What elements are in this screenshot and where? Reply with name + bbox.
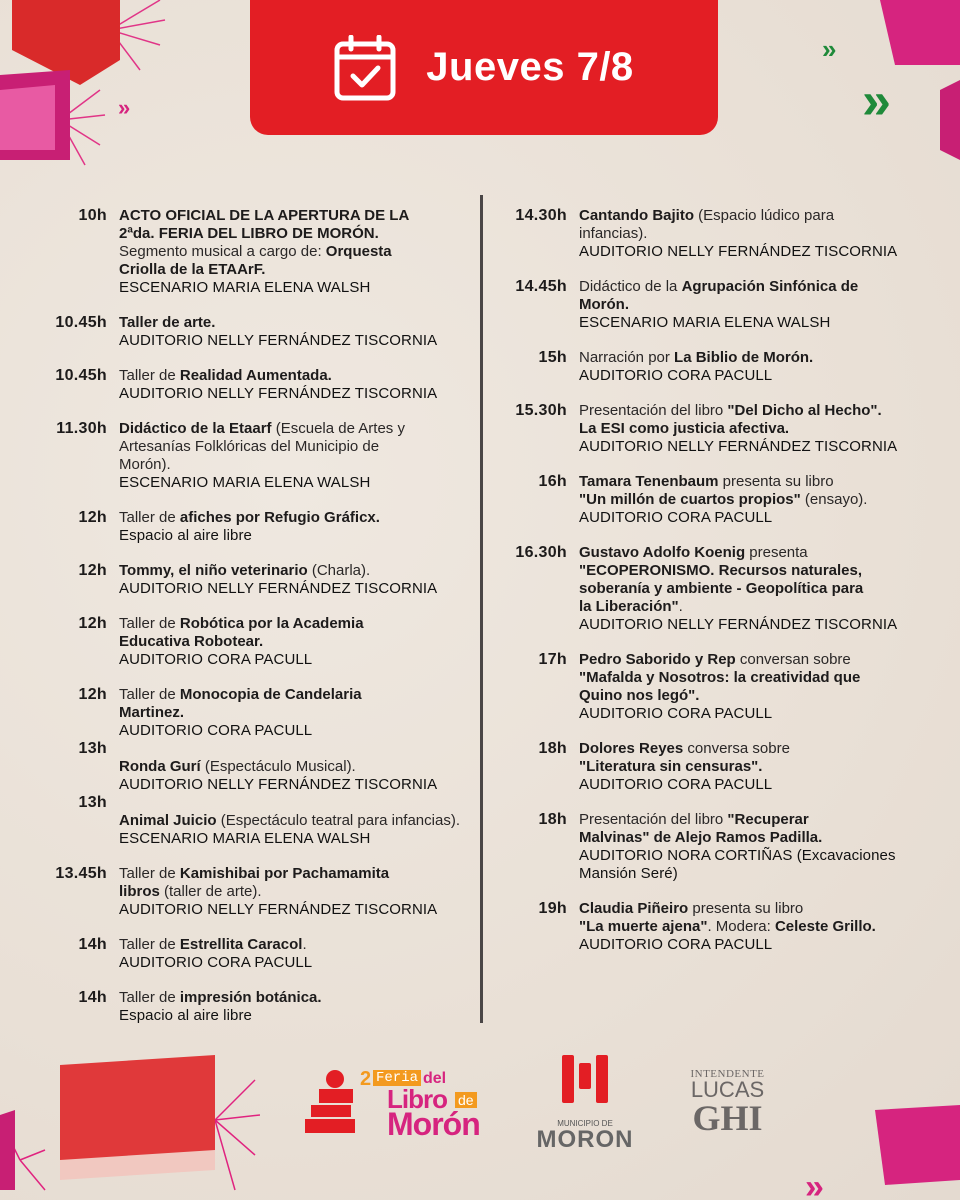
event-text: Taller de <box>119 989 180 1006</box>
schedule-event <box>30 794 475 848</box>
pink-chevrons-icon: » <box>805 1168 824 1200</box>
event-highlight: "Un millón de cuartos propios" <box>579 491 801 508</box>
event-line <box>119 527 380 545</box>
event-highlight: afiches por Refugio Gráficx. <box>179 509 380 526</box>
event-details <box>579 402 897 456</box>
event-text: (Espectáculo Musical). <box>200 758 356 775</box>
event-line <box>579 402 897 420</box>
event-time: 16.30h <box>515 544 567 561</box>
event-line <box>579 438 897 456</box>
logo-word-libro: Libro <box>387 1084 447 1114</box>
event-text: Morón). <box>119 456 171 473</box>
event-line <box>119 261 409 279</box>
event-highlight: soberanía y ambiente - Geopolítica para <box>579 580 864 597</box>
event-venue: Mansión Seré) <box>579 865 678 882</box>
event-line <box>119 562 437 580</box>
event-line <box>119 722 362 740</box>
event-line <box>579 669 860 687</box>
event-text: conversa sobre <box>683 740 790 757</box>
event-line <box>119 989 322 1007</box>
book-decoration-top-left <box>0 0 170 170</box>
feria-del-libro-logo <box>305 1062 490 1142</box>
municipio-moron-logo <box>530 1055 640 1152</box>
schedule-event <box>490 811 950 883</box>
event-line <box>119 633 364 651</box>
event-time: 18h <box>538 811 567 828</box>
event-text: (taller de arte). <box>159 883 262 900</box>
schedule-event <box>490 278 950 332</box>
schedule-event <box>30 314 475 350</box>
chevrons-icon: » <box>118 95 131 120</box>
event-venue: AUDITORIO NELLY FERNÁNDEZ TISCORNIA <box>579 243 898 260</box>
event-time: 12h <box>78 509 107 526</box>
event-highlight: Celeste Grillo. <box>774 918 876 935</box>
event-text: (Escuela de Artes y <box>271 420 405 437</box>
event-venue: AUDITORIO NELLY FERNÁNDEZ TISCORNIA <box>579 616 898 633</box>
day-header <box>250 0 718 135</box>
event-line <box>579 900 876 918</box>
event-line <box>119 704 362 722</box>
event-highlight: "Literatura sin censuras". <box>579 758 763 775</box>
event-line <box>119 865 437 883</box>
event-time: 18h <box>538 740 567 757</box>
intendente-label: INTENDENTE <box>690 1068 765 1080</box>
event-time: 12h <box>78 686 107 703</box>
event-venue: AUDITORIO NELLY FERNÁNDEZ TISCORNIA <box>579 438 898 455</box>
event-time: 14h <box>78 936 107 953</box>
event-line <box>579 918 876 936</box>
book-decoration-bottom-right <box>800 1090 960 1200</box>
event-line <box>119 314 437 332</box>
logo-word-del: del <box>423 1070 447 1087</box>
event-time: 14.45h <box>515 278 567 295</box>
event-text: infancias). <box>579 225 648 242</box>
event-line <box>119 243 409 261</box>
event-text: . Modera: <box>707 918 775 935</box>
event-highlight: Kamishibai por Pachamamita <box>179 865 390 882</box>
event-line <box>579 651 860 669</box>
event-line <box>119 225 409 243</box>
event-line <box>579 580 897 598</box>
event-venue: AUDITORIO NELLY FERNÁNDEZ TISCORNIA <box>119 332 438 349</box>
event-text: Taller de <box>119 367 180 384</box>
event-highlight: Morón. <box>579 296 629 313</box>
event-highlight: Tamara Tenenbaum <box>579 473 719 490</box>
event-venue: AUDITORIO CORA PACULL <box>579 705 773 722</box>
book-decoration-top-right <box>800 0 960 170</box>
schedule-event <box>30 420 475 492</box>
event-time: 13h <box>78 794 107 811</box>
logo-edition-number: 2 <box>360 1068 372 1090</box>
event-line <box>579 865 896 883</box>
event-line <box>119 651 364 669</box>
municipio-m-icon <box>560 1055 610 1105</box>
event-venue: AUDITORIO CORA PACULL <box>579 776 773 793</box>
event-time: 14.30h <box>515 207 567 224</box>
event-line <box>579 598 897 616</box>
green-chevrons-icon: » <box>862 72 891 130</box>
event-time: 17h <box>538 651 567 668</box>
schedule-column-left <box>30 207 475 1025</box>
schedule-event <box>30 207 475 297</box>
intendente-last-name: GHI <box>692 1098 763 1138</box>
event-highlight: La ESI como justicia afectiva. <box>579 420 790 437</box>
event-highlight: Martinez. <box>119 704 185 721</box>
event-highlight: Taller de arte. <box>119 314 216 331</box>
event-time: 14h <box>78 989 107 1006</box>
schedule-event <box>490 349 950 385</box>
event-text: (Espectáculo teatral para infancias). <box>216 812 460 829</box>
intendente-first-name: LUCAS <box>690 1077 765 1102</box>
event-details <box>119 812 475 848</box>
event-details <box>119 615 364 669</box>
event-highlight: la Liberación" <box>579 598 679 615</box>
event-venue: ESCENARIO MARIA ELENA WALSH <box>119 474 371 491</box>
event-details <box>119 367 437 403</box>
schedule-event <box>490 740 950 794</box>
event-line <box>119 580 437 598</box>
event-details <box>579 349 813 385</box>
event-text: Taller de <box>119 865 180 882</box>
event-details <box>119 314 437 350</box>
event-text: . <box>678 598 683 615</box>
event-text: presenta <box>745 544 808 561</box>
schedule-column-right <box>490 207 950 954</box>
event-text: Taller de <box>119 686 180 703</box>
event-time: 13h <box>78 740 107 757</box>
book-decoration-bottom-left <box>0 1040 260 1200</box>
event-venue: AUDITORIO NELLY FERNÁNDEZ TISCORNIA <box>119 901 438 918</box>
event-line <box>119 686 362 704</box>
schedule-event <box>490 651 950 723</box>
event-line <box>579 207 897 225</box>
event-line <box>119 367 437 385</box>
event-highlight: Estrellita Caracol <box>179 936 303 953</box>
event-time: 10.45h <box>55 367 107 384</box>
event-venue: AUDITORIO CORA PACULL <box>119 651 313 668</box>
green-chevrons-icon: » <box>822 34 837 64</box>
event-line <box>119 1007 322 1025</box>
event-line <box>579 296 858 314</box>
event-line <box>579 491 867 509</box>
event-line <box>579 420 897 438</box>
event-time: 15.30h <box>515 402 567 419</box>
event-time: 15h <box>538 349 567 366</box>
event-highlight: Ronda Gurí <box>119 758 201 775</box>
event-line <box>579 829 896 847</box>
event-line <box>579 687 860 705</box>
logo-word-de: de <box>455 1092 477 1108</box>
event-details <box>579 811 896 883</box>
event-text: Didáctico de la <box>579 278 682 295</box>
event-text: Narración por <box>579 349 675 366</box>
event-text: Taller de <box>119 615 180 632</box>
schedule-event <box>30 740 475 794</box>
event-details <box>119 989 322 1025</box>
schedule-event <box>30 562 475 598</box>
event-highlight: Agrupación Sinfónica de <box>681 278 859 295</box>
event-venue: AUDITORIO NELLY FERNÁNDEZ TISCORNIA <box>119 385 438 402</box>
schedule-event <box>30 509 475 545</box>
event-line <box>579 562 897 580</box>
schedule-event <box>490 473 950 527</box>
event-line <box>119 207 409 225</box>
event-venue: AUDITORIO CORA PACULL <box>579 367 773 384</box>
event-line <box>579 349 813 367</box>
event-time: 10.45h <box>55 314 107 331</box>
event-details <box>119 420 405 492</box>
event-line <box>119 758 475 776</box>
event-line <box>119 936 312 954</box>
event-details <box>579 207 897 261</box>
event-line <box>119 830 475 848</box>
event-text: . <box>302 936 307 953</box>
event-line <box>119 615 364 633</box>
event-highlight: Dolores Reyes <box>579 740 684 757</box>
event-line <box>579 278 858 296</box>
event-highlight: Robótica por la Academia <box>179 615 364 632</box>
event-line <box>579 758 790 776</box>
event-time: 12h <box>78 615 107 632</box>
event-line <box>119 332 437 350</box>
event-time: 10h <box>78 207 107 224</box>
event-text: Segmento musical a cargo de: <box>119 243 326 260</box>
event-venue: ESCENARIO MARIA ELENA WALSH <box>119 279 371 296</box>
event-line <box>579 740 790 758</box>
calendar-check-icon <box>334 35 396 101</box>
event-text: conversan sobre <box>735 651 851 668</box>
event-highlight: La Biblio de Morón. <box>674 349 814 366</box>
event-highlight: Didáctico de la Etaarf <box>119 420 272 437</box>
event-details <box>119 936 312 972</box>
event-highlight: "ECOPERONISMO. Recursos naturales, <box>579 562 863 579</box>
schedule-event <box>490 402 950 456</box>
event-venue: Espacio al aire libre <box>119 527 252 544</box>
event-venue: AUDITORIO NORA CORTIÑAS (Excavaciones <box>579 847 896 864</box>
event-line <box>579 225 897 243</box>
event-line <box>579 544 897 562</box>
event-text: presenta su libro <box>718 473 834 490</box>
event-details <box>579 278 858 332</box>
municipio-name: MORON <box>536 1126 634 1153</box>
event-venue: ESCENARIO MARIA ELENA WALSH <box>119 830 371 847</box>
day-title: Jueves 7/8 <box>426 45 634 89</box>
event-venue: AUDITORIO CORA PACULL <box>119 954 313 971</box>
schedule-event <box>30 989 475 1025</box>
event-details <box>119 758 475 794</box>
column-divider <box>480 195 483 1023</box>
event-highlight: Orquesta <box>325 243 392 260</box>
event-line <box>119 474 405 492</box>
event-highlight: Cantando Bajito <box>579 207 694 224</box>
event-line <box>119 279 409 297</box>
event-highlight: "Del Dicho al Hecho". <box>727 402 882 419</box>
event-venue: Espacio al aire libre <box>119 1007 252 1024</box>
event-highlight: ACTO OFICIAL DE LA APERTURA DE LA <box>119 207 410 224</box>
event-highlight: Educativa Robotear. <box>119 633 264 650</box>
logo-word-moron: Morón <box>387 1106 480 1142</box>
event-highlight: impresión botánica. <box>179 989 322 1006</box>
municipio-label: MUNICIPIO DE <box>557 1119 613 1128</box>
schedule-event <box>490 900 950 954</box>
schedule-event <box>490 207 950 261</box>
schedule-event <box>30 615 475 669</box>
event-line <box>119 420 405 438</box>
event-highlight: Gustavo Adolfo Koenig <box>579 544 746 561</box>
event-venue: AUDITORIO CORA PACULL <box>579 509 773 526</box>
event-line <box>119 954 312 972</box>
event-venue: ESCENARIO MARIA ELENA WALSH <box>579 314 831 331</box>
event-details <box>119 509 380 545</box>
event-line <box>579 509 867 527</box>
event-line <box>579 314 858 332</box>
event-text: Presentación del libro <box>579 811 728 828</box>
event-line <box>119 812 475 830</box>
event-details <box>119 562 437 598</box>
event-details <box>119 865 437 919</box>
logo-word-feria: Feria <box>373 1070 421 1086</box>
event-details <box>119 207 409 297</box>
event-details <box>579 900 876 954</box>
event-venue: AUDITORIO CORA PACULL <box>119 722 313 739</box>
event-line <box>119 883 437 901</box>
event-highlight: Quino nos legó". <box>579 687 700 704</box>
event-highlight: "Recuperar <box>727 811 809 828</box>
event-details <box>579 544 897 634</box>
event-line <box>119 509 380 527</box>
event-line <box>119 385 437 403</box>
event-line <box>579 776 790 794</box>
event-time: 19h <box>538 900 567 917</box>
event-time: 13.45h <box>55 865 107 882</box>
event-highlight: Malvinas" de Alejo Ramos Padilla. <box>579 829 823 846</box>
event-line <box>579 847 896 865</box>
event-highlight: Animal Juicio <box>119 812 217 829</box>
event-line <box>579 936 876 954</box>
event-text: Taller de <box>119 509 180 526</box>
event-time: 11.30h <box>56 420 107 437</box>
event-time: 12h <box>78 562 107 579</box>
event-line <box>119 776 475 794</box>
event-details <box>579 740 790 794</box>
intendente-logo <box>680 1068 775 1136</box>
event-highlight: "Mafalda y Nosotros: la creatividad que <box>579 669 861 686</box>
book-reader-logo-icon <box>305 1067 360 1137</box>
event-line <box>579 705 860 723</box>
event-text: Presentación del libro <box>579 402 728 419</box>
event-venue: AUDITORIO NELLY FERNÁNDEZ TISCORNIA <box>119 776 438 793</box>
event-time: 16h <box>538 473 567 490</box>
event-line <box>119 438 405 456</box>
event-line <box>119 901 437 919</box>
schedule-event <box>30 865 475 919</box>
event-text: Taller de <box>119 936 180 953</box>
schedule-event <box>30 686 475 740</box>
event-line <box>119 456 405 474</box>
schedule-event <box>490 544 950 634</box>
event-line <box>579 811 896 829</box>
event-text: Artesanías Folklóricas del Municipio de <box>119 438 380 455</box>
schedule-event <box>30 936 475 972</box>
event-highlight: Claudia Piñeiro <box>579 900 689 917</box>
event-text: (Espacio lúdico para <box>694 207 835 224</box>
schedule-event <box>30 367 475 403</box>
event-text: (ensayo). <box>800 491 868 508</box>
event-highlight: Criolla de la ETAArF. <box>119 261 266 278</box>
event-line <box>579 367 813 385</box>
event-highlight: Pedro Saborido y Rep <box>579 651 736 668</box>
event-highlight: Tommy, el niño veterinario <box>119 562 308 579</box>
event-venue: AUDITORIO NELLY FERNÁNDEZ TISCORNIA <box>119 580 438 597</box>
event-line <box>579 616 897 634</box>
event-highlight: 2ªda. FERIA DEL LIBRO DE MORÓN. <box>119 225 379 242</box>
event-line <box>579 243 897 261</box>
event-details <box>119 686 362 740</box>
event-text: (Charla). <box>307 562 371 579</box>
event-highlight: Realidad Aumentada. <box>179 367 332 384</box>
event-text: presenta su libro <box>688 900 804 917</box>
event-highlight: "La muerte ajena" <box>579 918 708 935</box>
event-details <box>579 473 867 527</box>
event-details <box>579 651 860 723</box>
event-highlight: libros <box>119 883 160 900</box>
event-venue: AUDITORIO CORA PACULL <box>579 936 773 953</box>
event-line <box>579 473 867 491</box>
event-highlight: Monocopia de Candelaria <box>179 686 362 703</box>
